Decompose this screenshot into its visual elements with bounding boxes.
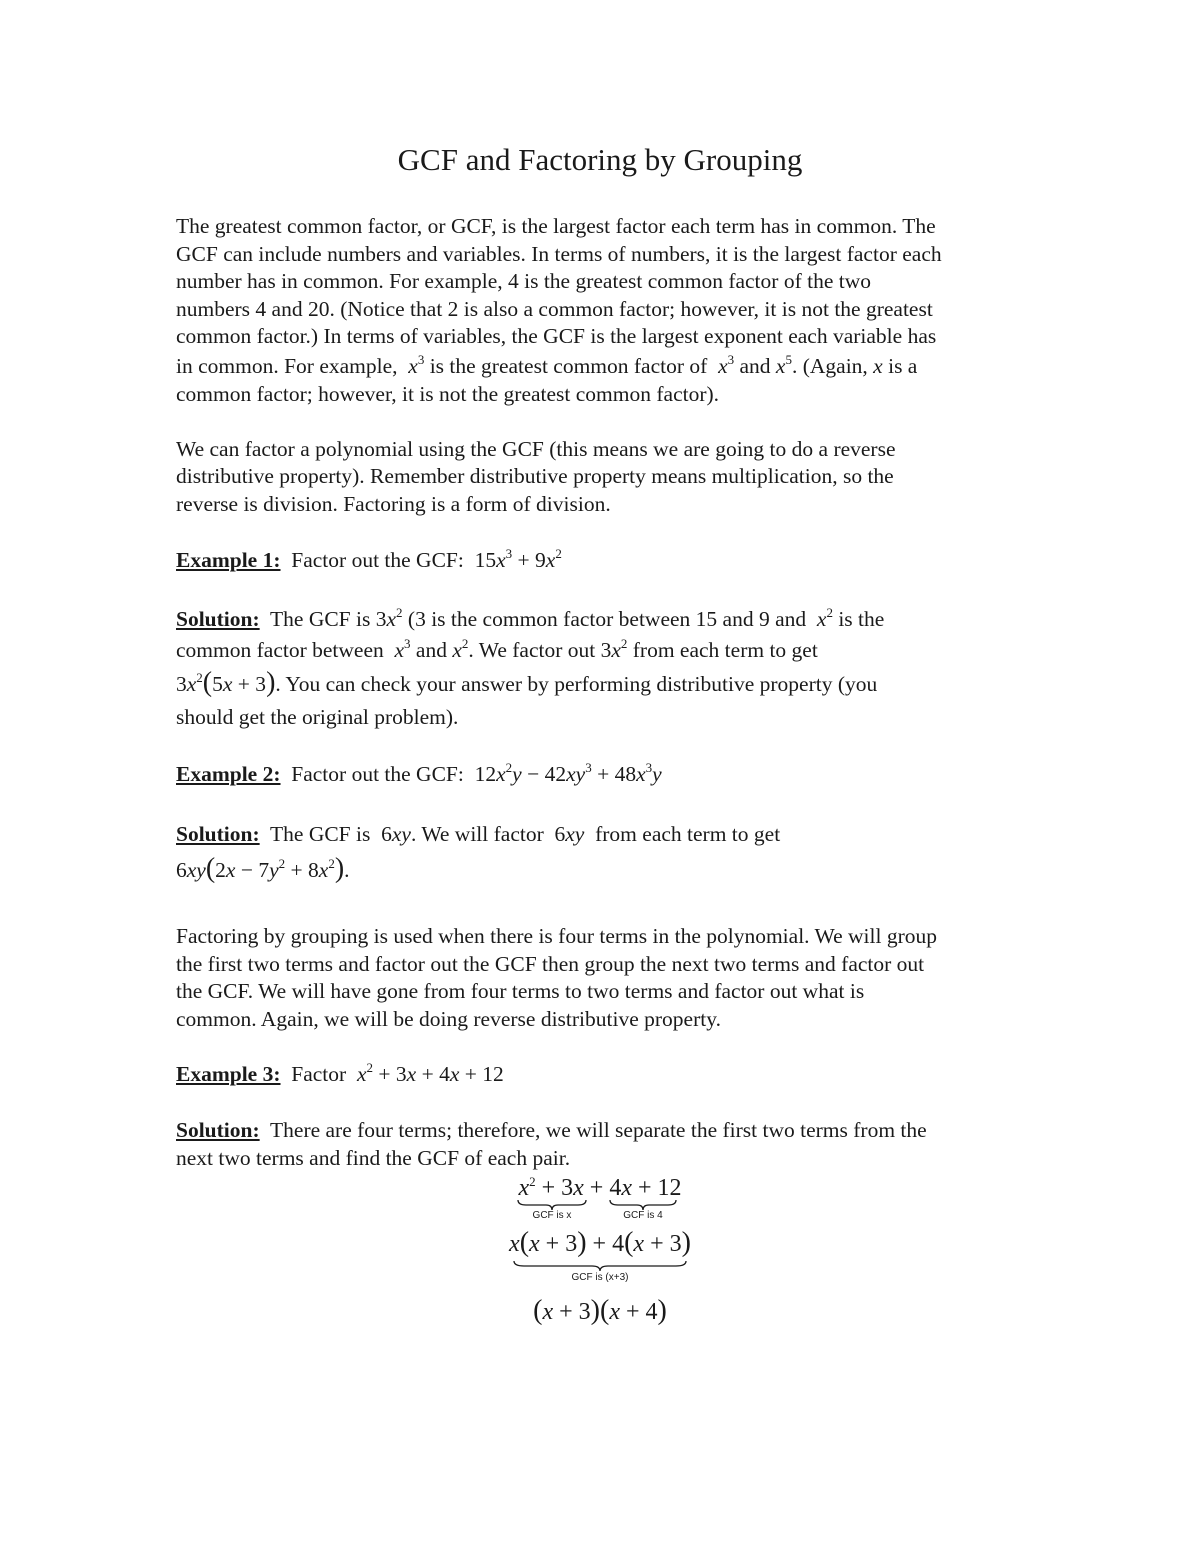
intro-line-4: numbers 4 and 20. (Notice that 2 is also a common factor; however, it is not the greatest [176, 296, 933, 321]
brace-2-label: GCF is 4 [623, 1210, 663, 1221]
example1-label: Example 1: [176, 548, 281, 572]
example2-sol-b: . We will factor [410, 822, 544, 846]
example1-solution-line-1 [176, 606, 884, 634]
math-3x2-b: $3x^2$ [600, 636, 628, 662]
intro-line-6-a: in common. For example, [176, 354, 398, 378]
example2-solution-label: Solution: [176, 822, 260, 846]
example1-text: Factor out the GCF: [291, 548, 464, 572]
math-x3b: $x^3$ [718, 352, 735, 378]
intro-line-6-b: is the greatest common factor of [429, 354, 708, 378]
example3-line [176, 1061, 504, 1089]
example1-solution-label: Solution: [176, 607, 260, 631]
grouping-line-2: the first two terms and factor out the GCF then group the next two terms and factor out [176, 951, 925, 976]
example1-solution-line-3 [176, 669, 877, 699]
math-6xy-b: 6xy [554, 822, 585, 846]
example2-solution-line-2 [176, 855, 350, 885]
math-x5: $x^5$ [775, 352, 792, 378]
intro-line-6: in common. For example, $x^3$ is the greatest common factor of $x^3$ and $x^5$. (Again, x is a [176, 352, 918, 378]
intro-line-7: common factor; however, it is not the greatest common factor). [176, 381, 720, 406]
example2-line [176, 761, 662, 789]
example1-sol-d: common factor between [176, 638, 384, 662]
page-title: GCF and Factoring by Grouping [397, 142, 803, 177]
brace-3 [512, 1260, 688, 1272]
example1-expression: $15x^3 + 9x^2$ [474, 546, 562, 572]
intro-line-5: common factor.) In terms of variables, the GCF is the largest exponent each variable has [176, 324, 937, 348]
example3-solution-line-2: next two terms and find the GCF of each pair. [176, 1145, 571, 1170]
factoring-line-1: We can factor a polynomial using the GCF (this means we are going to do a reverse [176, 436, 896, 461]
example1-solution-line-2 [176, 637, 818, 665]
example2-label: Example 2: [176, 762, 281, 786]
grouping-step-3: (x + 3)(x + 4) [533, 1295, 667, 1326]
example2-text: Factor out the GCF: [291, 762, 464, 786]
example3-solution-line-1 [176, 1117, 927, 1145]
brace-3-label: GCF is (x+3) [571, 1272, 629, 1283]
example1-sol-a: The GCF is [270, 607, 371, 631]
math-x3: $x^3$ [408, 352, 425, 378]
example1-sol-e: and [415, 638, 447, 662]
example1-sol-c: is the [838, 607, 885, 631]
example2-answer: $6xy(2x - 7y^2 + 8x^2)$. [176, 853, 350, 884]
example3-solution-label: Solution: [176, 1118, 260, 1142]
grouping-step-2: x(x + 3) + 4(x + 3) [509, 1227, 691, 1258]
math-6xy: 6xy [381, 822, 411, 846]
math-x2-b: $x^2$ [452, 636, 469, 662]
example2-sol-c: from each term to get [595, 822, 781, 846]
example3-sol-line1: There are four terms; therefore, we will separate the first two terms from the [270, 1118, 927, 1142]
brace-1-label: GCF is x [532, 1210, 572, 1221]
intro-line-2: GCF can include numbers and variables. In terms of numbers, it is the largest factor each [176, 241, 942, 266]
factoring-line-2: distributive property). Remember distributive property means multiplication, so the [176, 464, 894, 488]
example1-sol-g: from each term to get [632, 638, 818, 662]
grouping-line-1: Factoring by grouping is used when there is four terms in the polynomial. We will group [176, 924, 938, 948]
factoring-line-3: reverse is division. Factoring is a form of division. [176, 491, 611, 516]
example2-expression: $12x^2y - 42xy^3 + 48x^3y$ [474, 760, 662, 786]
intro-line-1: The greatest common factor, or GCF, is the largest factor each term has in common. The [176, 214, 936, 238]
example3-expression: $x^2 + 3x + 4x + 12$ [356, 1060, 504, 1086]
grouping-line-3: the GCF. We will have gone from four terms to two terms and factor out what is [176, 979, 865, 1003]
example2-sol-a: The GCF is [270, 822, 371, 846]
example1-line [176, 547, 562, 575]
example3-text: Factor [291, 1062, 347, 1086]
example1-sol-f: . We factor out [468, 638, 596, 662]
math-3x2: $3x^2$ [375, 605, 403, 631]
grouping-step-1: $x^2 + 3x + 4x + 12$ [518, 1174, 682, 1201]
math-x2: $x^2$ [816, 605, 833, 631]
intro-line-6-e: is a [888, 354, 918, 378]
math-3x2-5x3: $3x^2(5x + 3)$ [176, 667, 276, 698]
intro-line-3: number has in common. For example, 4 is the greatest common factor of the two [176, 269, 871, 293]
example1-sol-h: . You can check your answer by performing distributive property (you [275, 672, 878, 696]
math-x3-c: $x^3$ [394, 636, 411, 662]
intro-line-6-d: . (Again, [791, 354, 868, 378]
example3-label: Example 3: [176, 1062, 281, 1086]
example2-solution-line-1 [176, 821, 780, 849]
example1-sol-b: (3 is the common factor between 15 and 9 and [407, 607, 807, 631]
example1-solution-line-4: should get the original problem). [176, 705, 459, 729]
intro-line-6-c: and [739, 354, 771, 378]
grouping-line-4: common. Again, we will be doing reverse distributive property. [176, 1006, 721, 1031]
